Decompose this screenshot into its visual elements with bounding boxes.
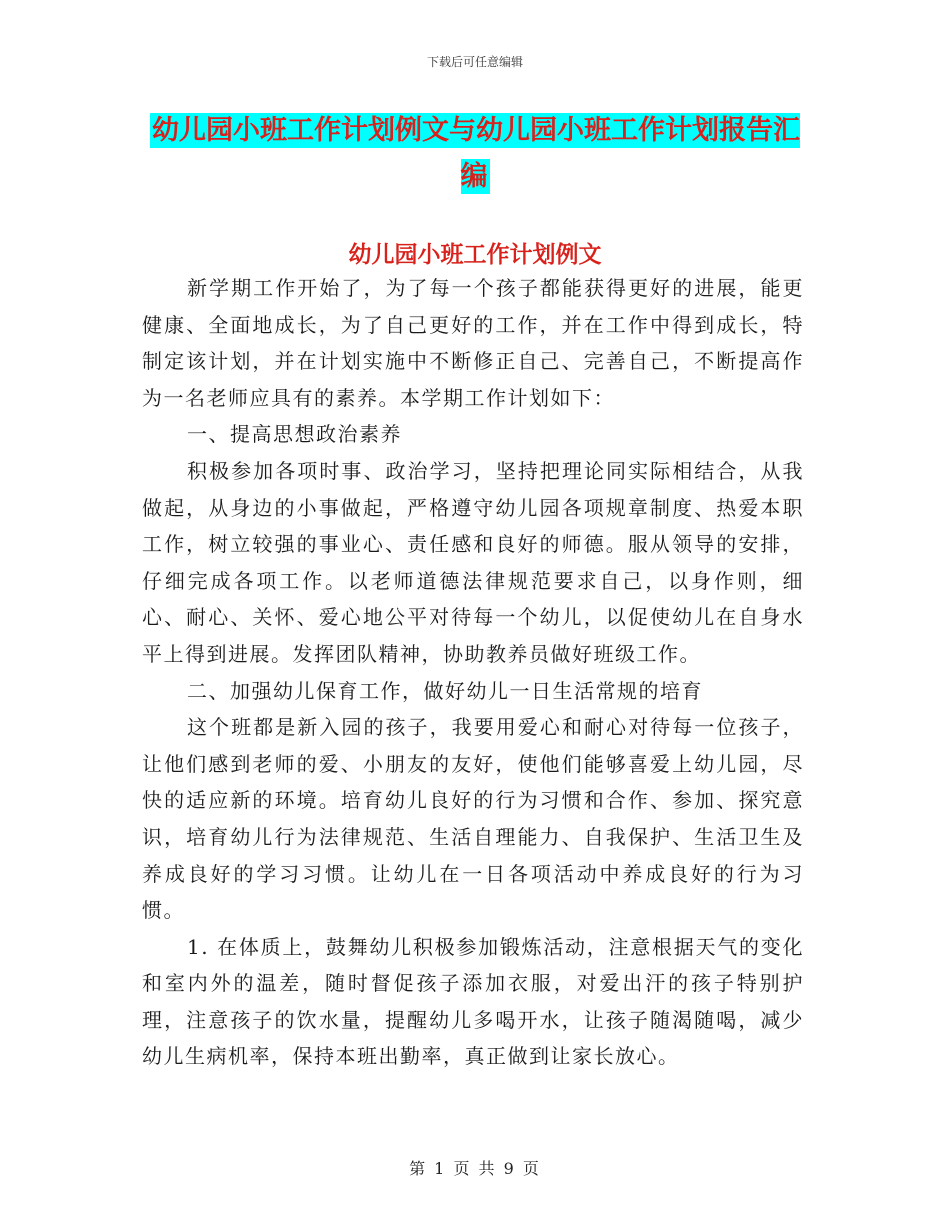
header-note: 下载后可任意编辑	[426, 55, 523, 69]
paragraph: 积极参加各项时事、政治学习，坚持把理论同实际相结合，从我做起，从身边的小事做起，严格遵守幼儿园各项规章制度、热爱本职工作，树立较强的事业心、责任感和良好的师德。服从领导的安排，仔细完成各项工作。以老师道德法律规范要求自己，以身作则，细心、耐心、关怀、爱心地公平对待每一个幼儿，以促使幼儿在自身水平上得到进展。发挥团队精神，协助教养员做好班级工作。	[142, 458, 804, 666]
document-title	[140, 108, 810, 200]
paragraph-heading: 二、加强幼儿保育工作，做好幼儿一日生活常规的培育	[187, 678, 703, 703]
page-number: 第 1 页 共 9 页	[409, 1159, 541, 1178]
paragraph: 新学期工作开始了，为了每一个孩子都能获得更好的进展，能更健康、全面地成长，为了自己更好的工作，并在工作中得到成长，特制定该计划，并在计划实施中不断修正自己、完善自己，不断提高作为一名老师应具有的素养。本学期工作计划如下：	[142, 276, 804, 410]
paragraph: 1. 在体质上，鼓舞幼儿积极参加锻炼活动，注意根据天气的变化和室内外的温差，随时督促孩子添加衣服，对爱出汗的孩子特别护理，注意孩子的饮水量，提醒幼儿多喝开水，让孩子随渴随喝，减少幼儿生病机率，保持本班出勤率，真正做到让家长放心。	[142, 934, 804, 1069]
document-body	[142, 270, 804, 1075]
paragraph-heading: 一、提高思想政治素养	[187, 422, 402, 447]
paragraph: 这个班都是新入园的孩子，我要用爱心和耐心对待每一位孩子，让他们感到老师的爱、小朋友的友好，使他们能够喜爱上幼儿园，尽快的适应新的环境。培育幼儿良好的行为习惯和合作、参加、探究意识，培育幼儿行为法律规范、生活自理能力、自我保护、生活卫生及养成良好的学习习惯。让幼儿在一日各项活动中养成良好的行为习惯。	[142, 715, 804, 923]
document-title-text: 幼儿园小班工作计划例文与幼儿园小班工作计划报告汇编	[152, 115, 800, 192]
section-title: 幼儿园小班工作计划例文	[348, 241, 602, 268]
